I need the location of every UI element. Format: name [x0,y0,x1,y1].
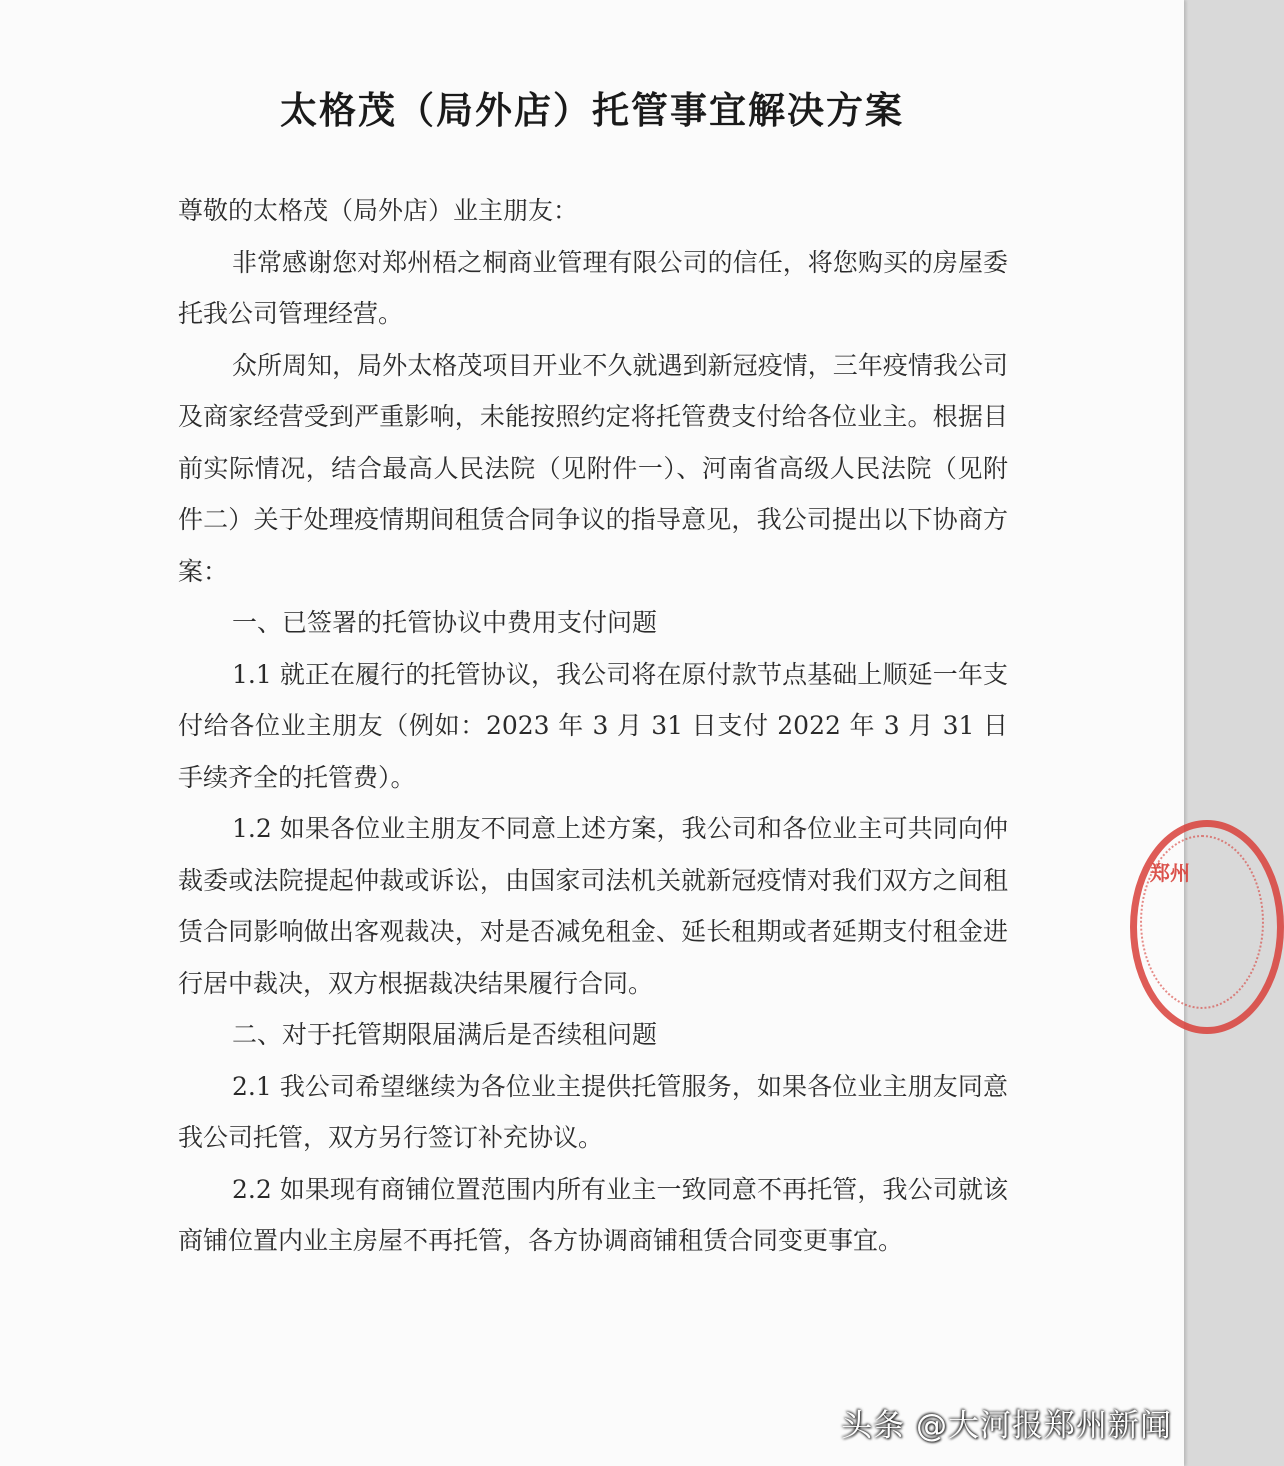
paragraph-2: 众所周知，局外太格茂项目开业不久就遇到新冠疫情，三年疫情我公司及商家经营受到严重影响，未能按照约定将托管费支付给各位业主。根据目前实际情况，结合最高人民法院（见附件一）、河南省高级人民法院（见附件二）关于处理疫情期间租赁合同争议的指导意见，我公司提出以下协商方案： [178,350,1008,586]
clause-2-1: 2.1 我公司希望继续为各位业主提供托管服务，如果各位业主朋友同意我公司托管，双方另行签订补充协议。 [178,1071,1008,1152]
watermark: 头条 @大河报郑州新闻 [841,1408,1172,1444]
seal-text: 郑州 [1150,861,1190,885]
clause-1-2: 1.2 如果各位业主朋友不同意上述方案，我公司和各位业主可共同向仲裁委或法院提起仲裁或诉讼，由国家司法机关就新冠疫情对我们双方之间租赁合同影响做出客观裁决，对是否减免租金、延长租期或者延期支付租金进行居中裁决，双方根据裁决结果履行合同。 [178,814,1008,998]
clause-1-1: 1.1 就正在履行的托管协议，我公司将在原付款节点基础上顺延一年支付给各位业主朋友（例如：2023 年 3 月 31 日支付 2022 年 3 月 31 日手续齐全的托管费）。 [178,659,1008,792]
section-heading-2: 二、对于托管期限届满后是否续租问题 [232,1020,658,1049]
section-heading-1: 一、已签署的托管协议中费用支付问题 [232,608,658,637]
document-body [178,185,1008,1267]
greeting: 尊敬的太格茂（局外店）业主朋友： [178,196,579,225]
document-title: 太格茂（局外店）托管事宜解决方案 [280,88,904,132]
clause-2-2: 2.2 如果现有商铺位置范围内所有业主一致同意不再托管，我公司就该商铺位置内业主房屋不再托管，各方协调商铺租赁合同变更事宜。 [178,1174,1008,1255]
paragraph-1: 非常感谢您对郑州梧之桐商业管理有限公司的信任，将您购买的房屋委托我公司管理经营。 [178,247,1008,328]
